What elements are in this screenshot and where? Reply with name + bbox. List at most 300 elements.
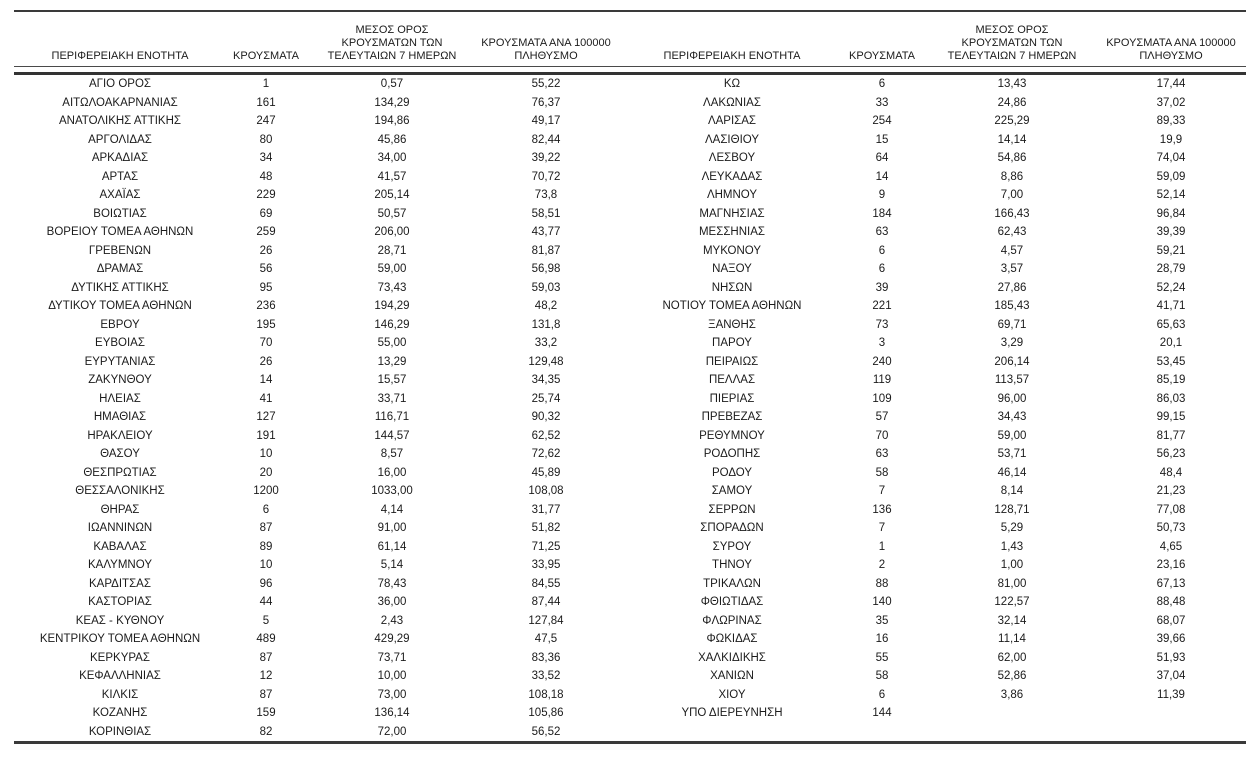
region-name: ΦΘΙΩΤΙΔΑΣ [700, 596, 764, 609]
region-name: ΘΕΣΠΡΩΤΙΑΣ [83, 466, 157, 479]
per-100k-value: 99,15 [1156, 411, 1186, 424]
cases-value: 70 [259, 337, 273, 350]
per-100k-value: 23,16 [1156, 559, 1186, 572]
region-name: ΔΥΤΙΚΟΥ ΤΟΜΕΑ ΑΘΗΝΩΝ [48, 300, 192, 313]
avg-7day-value: 3,86 [1000, 688, 1024, 701]
avg-7day-value: 1,00 [1000, 559, 1024, 572]
per-100k-value: 37,04 [1156, 670, 1186, 683]
cases-value: 87 [259, 688, 273, 701]
table-row [628, 667, 1246, 686]
region-name: ΣΑΜΟΥ [711, 485, 753, 498]
table-row [628, 186, 1246, 205]
table-row [14, 186, 614, 205]
region-name: ΜΥΚΟΝΟΥ [702, 244, 762, 257]
table-row [628, 630, 1246, 649]
avg-7day-value: 73,71 [377, 651, 407, 664]
per-100k-value: 39,66 [1156, 633, 1186, 646]
region-name: ΚΕΑΣ - ΚΥΘΝΟΥ [75, 614, 165, 627]
cases-value: 95 [259, 281, 273, 294]
table-row [14, 131, 614, 150]
cases-value: 56 [259, 263, 273, 276]
region-name: ΜΑΓΝΗΣΙΑΣ [699, 207, 765, 220]
avg-7day-value: 113,57 [994, 374, 1030, 387]
header-cases-left [226, 50, 306, 72]
cases-value: 41 [259, 392, 273, 405]
per-100k-value: 62,52 [531, 429, 561, 442]
header-cases-left-label: ΚΡΟΥΣΜΑΤΑ [233, 50, 299, 62]
per-100k-value: 33,2 [534, 337, 558, 350]
right-table [628, 75, 1246, 723]
region-name: ΧΙΟΥ [718, 688, 746, 701]
table-row [628, 94, 1246, 113]
avg-7day-value: 13,29 [377, 355, 407, 368]
header-region-left-label: ΠΕΡΙΦΕΡΕΙΑΚΗ ΕΝΟΤΗΤΑ [51, 50, 189, 62]
avg-7day-value: 194,29 [374, 300, 410, 313]
region-name: ΕΥΒΟΙΑΣ [95, 337, 145, 350]
cases-value: 44 [259, 596, 273, 609]
table-row [628, 131, 1246, 150]
header-per100k-left [478, 37, 614, 72]
avg-7day-value: 7,00 [1000, 189, 1024, 202]
avg-7day-value: 91,00 [377, 522, 407, 535]
cases-value: 34 [259, 152, 273, 165]
region-name: ΕΥΡΥΤΑΝΙΑΣ [84, 355, 156, 368]
cases-value: 7 [878, 522, 886, 535]
region-name: ΣΕΡΡΩΝ [708, 503, 756, 516]
avg-7day-value: 205,14 [374, 189, 410, 202]
per-100k-value: 51,93 [1156, 651, 1186, 664]
avg-7day-value: 136,14 [374, 707, 410, 720]
region-name: ΜΕΣΣΗΝΙΑΣ [698, 226, 766, 239]
cases-value: 195 [256, 318, 276, 331]
cases-value: 70 [875, 429, 889, 442]
avg-7day-value: 11,14 [998, 633, 1026, 646]
region-name: ΛΑΡΙΣΑΣ [707, 115, 757, 128]
table-row [14, 390, 614, 409]
table-row [628, 223, 1246, 242]
cases-value: 73 [875, 318, 889, 331]
per-100k-value: 77,08 [1156, 503, 1186, 516]
table-row [628, 112, 1246, 131]
per-100k-value: 96,84 [1156, 207, 1186, 220]
avg-7day-value: 2,43 [380, 614, 404, 627]
per-100k-value: 72,62 [531, 448, 561, 461]
avg-7day-value: 1033,00 [371, 485, 413, 498]
region-name: ΝΟΤΙΟΥ ΤΟΜΕΑ ΑΘΗΝΩΝ [662, 300, 802, 313]
table-row [628, 316, 1246, 335]
avg-7day-value: 24,86 [997, 96, 1027, 109]
table-row [628, 390, 1246, 409]
per-100k-value: 59,09 [1156, 170, 1186, 183]
avg-7day-value: 27,86 [997, 281, 1027, 294]
region-name: ΦΩΚΙΔΑΣ [706, 633, 758, 646]
avg-7day-value: 1,43 [1000, 540, 1024, 553]
cases-value: 96 [259, 577, 273, 590]
avg-7day-value: 10,00 [377, 670, 407, 683]
table-row [14, 501, 614, 520]
avg-7day-value: 81,00 [997, 577, 1027, 590]
per-100k-value: 81,87 [531, 244, 561, 257]
avg-7day-value: 194,86 [374, 115, 410, 128]
per-100k-value: 85,19 [1156, 374, 1186, 387]
per-100k-value: 31,77 [531, 503, 561, 516]
avg-7day-value: 53,71 [997, 448, 1027, 461]
cases-value: 10 [259, 448, 273, 461]
header-avg7-left [306, 24, 478, 72]
header-gap [614, 63, 628, 72]
table-row [14, 353, 614, 372]
table-row [14, 371, 614, 390]
region-name: ΛΑΣΙΘΙΟΥ [704, 133, 760, 146]
avg-7day-value: 72,00 [377, 725, 407, 738]
cases-value: 144 [872, 707, 892, 720]
table-row [628, 75, 1246, 94]
cases-value: 127 [256, 411, 276, 424]
region-name: ΚΕΦΑΛΛΗΝΙΑΣ [79, 670, 161, 683]
table-row [14, 612, 614, 631]
per-100k-value: 70,72 [531, 170, 561, 183]
cases-value: 161 [256, 96, 276, 109]
region-name: ΑΡΓΟΛΙΔΑΣ [88, 133, 152, 146]
per-100k-value: 68,07 [1156, 614, 1186, 627]
region-name: ΘΗΡΑΣ [100, 503, 140, 516]
per-100k-value: 45,89 [531, 466, 561, 479]
cases-value: 236 [256, 300, 276, 313]
table-row [628, 205, 1246, 224]
region-name: ΑΝΑΤΟΛΙΚΗΣ ΑΤΤΙΚΗΣ [58, 115, 181, 128]
avg-7day-value: 28,71 [377, 244, 407, 257]
region-name: ΚΕΝΤΡΙΚΟΥ ΤΟΜΕΑ ΑΘΗΝΩΝ [39, 633, 201, 646]
per-100k-value: 65,63 [1156, 318, 1186, 331]
per-100k-value: 82,44 [531, 133, 561, 146]
per-100k-value: 56,52 [531, 725, 561, 738]
region-name: ΝΑΞΟΥ [712, 263, 752, 276]
cases-value: 87 [259, 651, 273, 664]
table-row [628, 556, 1246, 575]
region-name: ΖΑΚΥΝΘΟΥ [88, 374, 152, 387]
cases-value: 259 [256, 226, 276, 239]
cases-value: 14 [875, 170, 889, 183]
avg-7day-value: 3,29 [1000, 337, 1024, 350]
table-row [14, 593, 614, 612]
cases-value: 26 [259, 355, 273, 368]
per-100k-value: 37,02 [1156, 96, 1186, 109]
table-row [14, 667, 614, 686]
table-row [14, 723, 614, 742]
avg-7day-value: 34,00 [377, 152, 407, 165]
avg-7day-value: 166,43 [994, 207, 1030, 220]
per-100k-value: 56,98 [531, 263, 561, 276]
table-row [14, 686, 614, 705]
region-name: ΚΕΡΚΥΡΑΣ [90, 651, 150, 664]
avg-7day-value: 59,00 [377, 263, 407, 276]
region-name: ΧΑΛΚΙΔΙΚΗΣ [698, 651, 766, 664]
per-100k-value: 59,03 [531, 281, 561, 294]
cases-value: 82 [259, 725, 273, 738]
table-row [628, 260, 1246, 279]
avg-7day-value: 13,43 [997, 78, 1027, 91]
region-name: ΔΥΤΙΚΗΣ ΑΤΤΙΚΗΣ [71, 281, 169, 294]
table-row [14, 408, 614, 427]
per-100k-value: 87,44 [531, 596, 561, 609]
per-100k-value: 52,14 [1156, 189, 1186, 202]
per-100k-value: 67,13 [1156, 577, 1186, 590]
table-row [14, 205, 614, 224]
per-100k-value: 76,37 [531, 96, 561, 109]
region-name: ΡΕΘΥΜΝΟΥ [699, 429, 765, 442]
table-row [628, 408, 1246, 427]
table-row [628, 593, 1246, 612]
per-100k-value: 4,65 [1159, 540, 1183, 553]
avg-7day-value: 16,00 [377, 466, 407, 479]
cases-value: 57 [875, 411, 889, 424]
avg-7day-value: 62,00 [997, 651, 1027, 664]
cases-value: 159 [256, 707, 276, 720]
table-row [14, 316, 614, 335]
region-name: ΠΑΡΟΥ [712, 337, 752, 350]
table-row [14, 112, 614, 131]
region-name: ΦΛΩΡΙΝΑΣ [702, 614, 762, 627]
table-row [628, 482, 1246, 501]
per-100k-value: 108,18 [528, 688, 564, 701]
table-row [628, 371, 1246, 390]
table-row [14, 242, 614, 261]
cases-value: 69 [259, 207, 273, 220]
avg-7day-value: 73,43 [377, 281, 407, 294]
region-name: ΡΟΔΟΠΗΣ [703, 448, 761, 461]
table-row [628, 427, 1246, 446]
cases-value: 6 [878, 244, 886, 257]
avg-7day-value: 52,86 [997, 670, 1027, 683]
per-100k-value: 25,74 [531, 392, 561, 405]
avg-7day-value: 134,29 [374, 96, 410, 109]
table-row [14, 149, 614, 168]
per-100k-value: 43,77 [531, 226, 561, 239]
table-row [14, 704, 614, 723]
per-100k-value: 39,22 [531, 152, 561, 165]
table-row [628, 649, 1246, 668]
cases-value: 10 [259, 559, 273, 572]
region-name: ΕΒΡΟΥ [100, 318, 140, 331]
region-name: ΙΩΑΝΝΙΝΩΝ [87, 522, 153, 535]
avg-7day-value: 185,43 [994, 300, 1030, 313]
header-cases-right-label: ΚΡΟΥΣΜΑΤΑ [849, 50, 915, 62]
avg-7day-value: 69,71 [997, 318, 1027, 331]
cases-value: 136 [872, 503, 892, 516]
avg-7day-value: 62,43 [997, 226, 1027, 239]
avg-7day-value: 144,57 [374, 429, 410, 442]
cases-value: 48 [259, 170, 273, 183]
cases-value: 489 [256, 633, 276, 646]
per-100k-value: 28,79 [1156, 263, 1186, 276]
cases-value: 6 [878, 78, 886, 91]
cases-value: 247 [256, 115, 276, 128]
cases-value: 33 [875, 96, 889, 109]
avg-7day-value: 41,57 [377, 170, 407, 183]
cases-value: 58 [875, 466, 889, 479]
table-row [628, 501, 1246, 520]
table-row [14, 223, 614, 242]
avg-7day-value: 15,57 [377, 374, 407, 387]
region-name: ΣΠΟΡΑΔΩΝ [700, 522, 764, 535]
per-100k-value: 34,35 [531, 374, 561, 387]
table-row [14, 279, 614, 298]
cases-value: 80 [259, 133, 273, 146]
region-name: ΤΗΝΟΥ [712, 559, 752, 572]
region-name: ΗΡΑΚΛΕΙΟΥ [87, 429, 153, 442]
table-row [628, 445, 1246, 464]
cases-value: 7 [878, 485, 886, 498]
table-row [14, 297, 614, 316]
region-name: ΚΟΡΙΝΘΙΑΣ [88, 725, 152, 738]
cases-value: 1 [262, 78, 270, 91]
region-name: ΠΕΙΡΑΙΩΣ [705, 355, 759, 368]
region-name: ΑΙΤΩΛΟΑΚΑΡΝΑΝΙΑΣ [62, 96, 178, 109]
avg-7day-value: 3,57 [1000, 263, 1024, 276]
table-row [14, 519, 614, 538]
region-name: ΝΗΣΩΝ [711, 281, 753, 294]
avg-7day-value [928, 704, 1096, 723]
region-name: ΣΥΡΟΥ [712, 540, 752, 553]
per-100k-value: 52,24 [1156, 281, 1186, 294]
cases-value: 229 [256, 189, 276, 202]
avg-7day-value: 59,00 [997, 429, 1027, 442]
region-name: ΑΡΤΑΣ [101, 170, 139, 183]
table-row [14, 630, 614, 649]
header-region-right-label: ΠΕΡΙΦΕΡΕΙΑΚΗ ΕΝΟΤΗΤΑ [663, 50, 801, 62]
table-row [14, 482, 614, 501]
per-100k-value: 21,23 [1156, 485, 1186, 498]
per-100k-value: 129,48 [528, 355, 564, 368]
region-name: ΚΙΛΚΙΣ [101, 688, 139, 701]
region-name: ΒΟΙΩΤΙΑΣ [93, 207, 147, 220]
per-100k-value: 50,73 [1156, 522, 1186, 535]
cases-value: 2 [878, 559, 886, 572]
table-row [628, 612, 1246, 631]
cases-value: 184 [872, 207, 892, 220]
per-100k-value: 48,4 [1159, 466, 1183, 479]
cases-value: 35 [875, 614, 889, 627]
table-row [628, 334, 1246, 353]
cases-value: 191 [256, 429, 276, 442]
cases-value: 6 [878, 263, 886, 276]
cases-value: 26 [259, 244, 273, 257]
cases-value: 1 [878, 540, 886, 553]
header-region-left [14, 50, 226, 72]
cases-value: 6 [262, 503, 270, 516]
header-per100k-right [1096, 37, 1246, 72]
cases-value: 63 [875, 448, 889, 461]
avg-7day-value: 4,57 [1000, 244, 1024, 257]
header-per100k-right-label: ΚΡΟΥΣΜΑΤΑ ΑΝΑ 100000 ΠΛΗΘΥΣΜΟ [1106, 37, 1236, 62]
region-name: ΑΡΚΑΔΙΑΣ [91, 152, 149, 165]
avg-7day-value: 61,14 [377, 540, 407, 553]
table-header-row [14, 12, 1246, 75]
cases-value: 240 [872, 355, 892, 368]
cases-value: 58 [875, 670, 889, 683]
region-name: ΚΑΣΤΟΡΙΑΣ [88, 596, 152, 609]
region-name: ΠΙΕΡΙΑΣ [709, 392, 755, 405]
per-100k-value: 41,71 [1156, 300, 1186, 313]
per-100k-value: 20,1 [1159, 337, 1183, 350]
region-name: ΘΑΣΟΥ [100, 448, 140, 461]
cases-value: 20 [259, 466, 273, 479]
table-row [14, 556, 614, 575]
table-row [628, 149, 1246, 168]
table-row [14, 538, 614, 557]
per-100k-value: 83,36 [531, 651, 561, 664]
avg-7day-value: 50,57 [377, 207, 407, 220]
table-row [14, 464, 614, 483]
per-100k-value: 89,33 [1156, 115, 1186, 128]
region-name: ΚΑΡΔΙΤΣΑΣ [89, 577, 151, 590]
per-100k-value: 39,39 [1156, 226, 1186, 239]
avg-7day-value: 116,71 [374, 411, 410, 424]
per-100k-value: 108,08 [528, 485, 564, 498]
region-name: ΘΕΣΣΑΛΟΝΙΚΗΣ [75, 485, 165, 498]
region-name: ΛΕΣΒΟΥ [708, 152, 756, 165]
cases-value: 3 [878, 337, 886, 350]
table-row [628, 575, 1246, 594]
header-region-right [628, 50, 836, 72]
region-name: ΠΡΕΒΕΖΑΣ [701, 411, 763, 424]
avg-7day-value: 5,14 [380, 559, 404, 572]
per-100k-value: 33,95 [531, 559, 561, 572]
left-table [14, 75, 614, 741]
per-100k-value: 71,25 [531, 540, 561, 553]
table-row [628, 704, 1246, 723]
table-row [628, 538, 1246, 557]
table-row [628, 242, 1246, 261]
avg-7day-value: 32,14 [997, 614, 1027, 627]
region-name: ΑΓΙΟ ΟΡΟΣ [88, 78, 151, 91]
header-cases-right [836, 50, 928, 72]
per-100k-value: 127,84 [528, 614, 564, 627]
avg-7day-value: 206,00 [374, 226, 410, 239]
avg-7day-value: 34,43 [997, 411, 1027, 424]
per-100k-value: 88,48 [1156, 596, 1186, 609]
region-name: ΚΟΖΑΝΗΣ [92, 707, 148, 720]
per-100k-value: 49,17 [531, 115, 561, 128]
per-100k-value [1096, 704, 1246, 723]
table-row [14, 75, 614, 94]
avg-7day-value: 14,14 [997, 133, 1027, 146]
header-avg7-right-label: ΜΕΣΟΣ ΟΡΟΣ ΚΡΟΥΣΜΑΤΩΝ ΤΩΝ ΤΕΛΕΥΤΑΙΩΝ 7 ΗΜΕΡΩΝ [947, 24, 1077, 62]
region-name: ΚΑΒΑΛΑΣ [93, 540, 147, 553]
avg-7day-value: 225,29 [994, 115, 1030, 128]
region-name: ΗΛΕΙΑΣ [99, 392, 141, 405]
table-row [14, 427, 614, 446]
avg-7day-value: 46,14 [997, 466, 1027, 479]
avg-7day-value: 55,00 [377, 337, 407, 350]
avg-7day-value: 429,29 [374, 633, 410, 646]
cases-value: 119 [872, 374, 892, 387]
per-100k-value: 74,04 [1156, 152, 1186, 165]
header-avg7-right [928, 24, 1096, 72]
region-name: ΥΠΟ ΔΙΕΡΕΥΝΗΣΗ [681, 707, 783, 720]
cases-value: 109 [872, 392, 892, 405]
avg-7day-value: 0,57 [380, 78, 404, 91]
avg-7day-value: 8,57 [380, 448, 404, 461]
cases-value: 5 [262, 614, 270, 627]
region-name: ΚΩ [723, 78, 741, 91]
region-name: ΤΡΙΚΑΛΩΝ [703, 577, 761, 590]
table-row [14, 94, 614, 113]
region-name: ΧΑΝΙΩΝ [710, 670, 754, 683]
cases-value: 64 [875, 152, 889, 165]
header-per100k-left-label: ΚΡΟΥΣΜΑΤΑ ΑΝΑ 100000 ΠΛΗΘΥΣΜΟ [481, 37, 611, 62]
per-100k-value: 105,86 [528, 707, 564, 720]
